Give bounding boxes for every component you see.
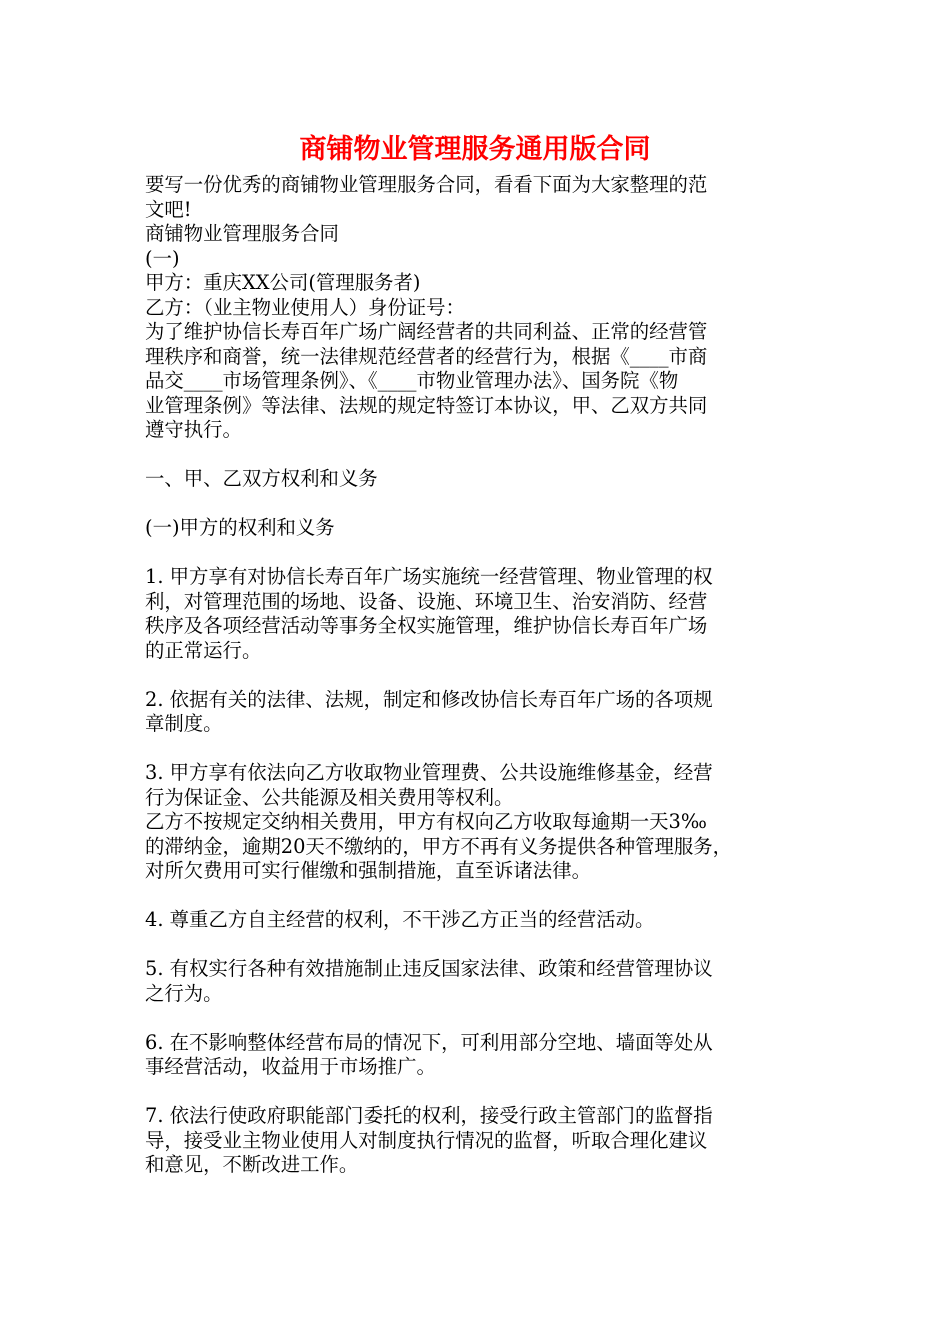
body-line: 7. 依法行使政府职能部门委托的权利，接受行政主管部门的监督指 <box>145 1104 713 1127</box>
body-line: 要写一份优秀的商铺物业管理服务合同，看看下面为大家整理的范 <box>145 173 708 196</box>
body-line: 和意见，不断改进工作。 <box>145 1153 359 1176</box>
body-line: 对所欠费用可实行催缴和强制措施，直至诉诸法律。 <box>145 859 591 882</box>
body-line: 事经营活动，收益用于市场推广。 <box>145 1055 436 1078</box>
body-line: (一)甲方的权利和义务 <box>145 516 335 539</box>
blank-line <box>145 663 817 688</box>
body-line: 2. 依据有关的法律、法规，制定和修改协信长寿百年广场的各项规 <box>145 687 713 711</box>
body-line: 乙方：（业主物业使用人）身份证号： <box>145 295 465 319</box>
body-line: 4. 尊重乙方自主经营的权利，不干涉乙方正当的经营活动。 <box>145 908 655 931</box>
body-line: 6. 在不影响整体经营布局的情况下，可利用部分空地、墙面等处从 <box>145 1030 713 1054</box>
body-line: 之行为。 <box>145 981 223 1005</box>
blank-line <box>145 443 817 468</box>
body-line: 的滞纳金，逾期20天不缴纳的，甲方不再有义务提供各种管理服务， <box>145 834 733 858</box>
body-line: 遵守执行。 <box>145 418 242 441</box>
body-line: 1. 甲方享有对协信长寿百年广场实施统一经营管理、物业管理的权 <box>145 565 713 588</box>
blank-line <box>145 884 817 909</box>
body-line: 为了维护协信长寿百年广场广阔经营者的共同利益、正常的经营管 <box>145 320 708 343</box>
body-line: 章制度。 <box>145 712 223 735</box>
body-line: (一) <box>145 246 180 270</box>
body-line: 商铺物业管理服务合同 <box>145 222 339 245</box>
document-title: 商铺物业管理服务通用版合同 <box>299 134 651 165</box>
body-line: 业管理条例》等法律、法规的规定特签订本协议，甲、乙双方共同 <box>145 393 708 417</box>
body-line: 5. 有权实行各种有效措施制止违反国家法律、政策和经营管理协议 <box>145 957 713 980</box>
blank-line <box>145 541 817 566</box>
body-line: 利，对管理范围的场地、设备、设施、环境卫生、治安消防、经营 <box>145 589 708 613</box>
document-body <box>145 173 817 1178</box>
blank-line <box>145 933 817 958</box>
body-line: 一、甲、乙双方权利和义务 <box>145 467 378 490</box>
blank-line <box>145 1080 817 1105</box>
body-line: 理秩序和商誉，统一法律规范经营者的经营行为，根据《____市商 <box>145 344 708 368</box>
body-line: 导，接受业主物业使用人对制度执行情况的监督，听取合理化建议 <box>145 1128 708 1152</box>
blank-line <box>145 737 817 762</box>
body-line: 的正常运行。 <box>145 638 262 662</box>
blank-line <box>145 492 817 517</box>
body-line: 文吧! <box>145 197 192 221</box>
body-line: 秩序及各项经营活动等事务全权实施管理，维护协信长寿百年广场 <box>145 614 708 637</box>
body-line: 品交____市场管理条例》、《____市物业管理办法》、国务院《物 <box>145 369 679 392</box>
body-line: 乙方不按规定交纳相关费用，甲方有权向乙方收取每逾期一天3‰ <box>145 810 707 833</box>
body-line: 行为保证金、公共能源及相关费用等权利。 <box>145 785 514 809</box>
blank-line <box>145 1006 817 1031</box>
body-line: 3. 甲方享有依法向乙方收取物业管理费、公共设施维修基金，经营 <box>145 761 713 784</box>
body-line: 甲方：重庆XX公司(管理服务者) <box>145 271 421 294</box>
